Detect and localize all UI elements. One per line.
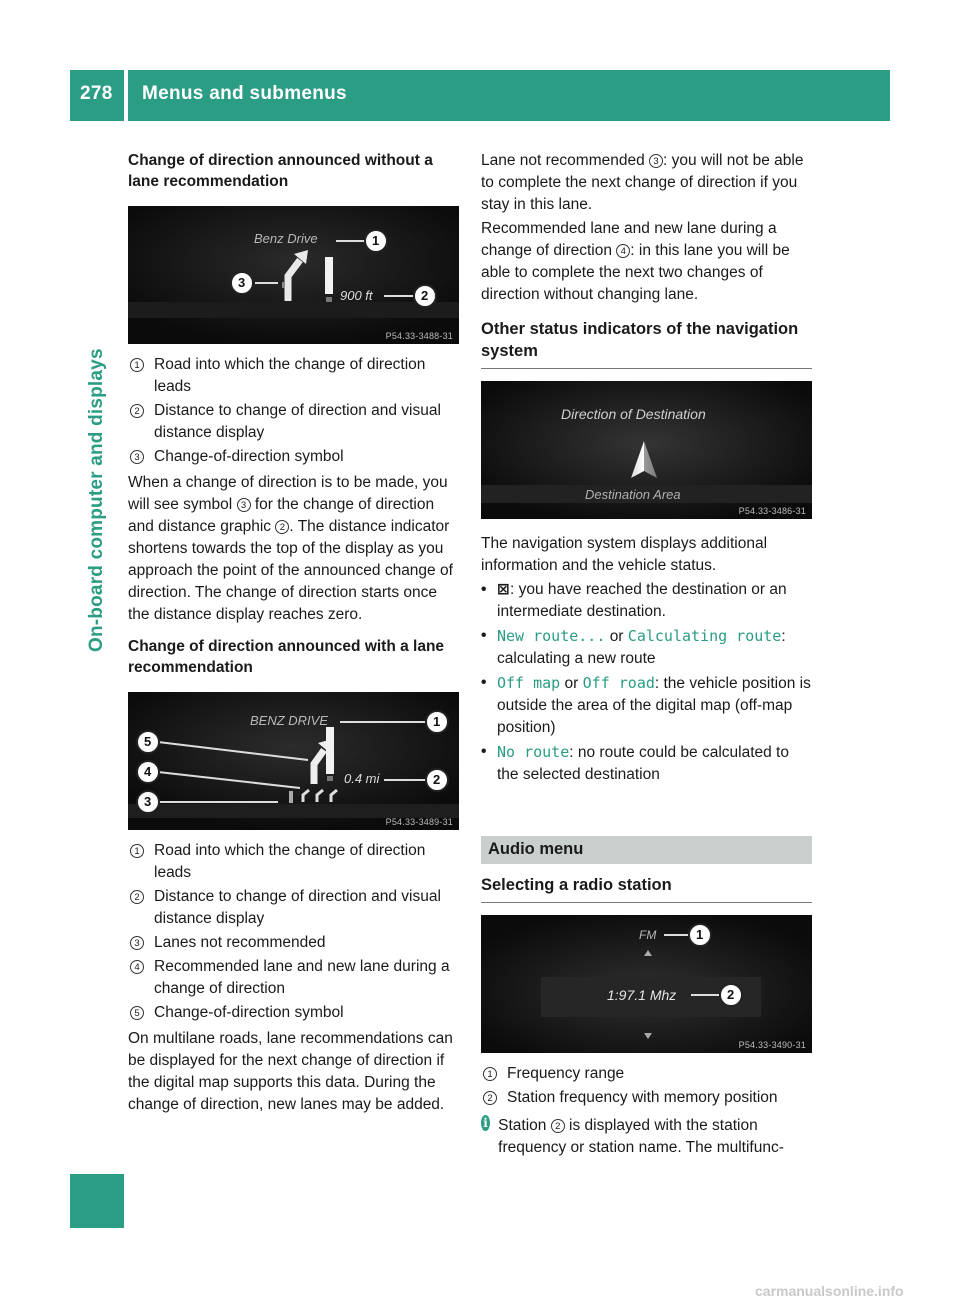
fig2-distance-label: 0.4 mi: [344, 771, 380, 786]
legend-item: [128, 932, 460, 954]
legend-text: Frequency range: [507, 1065, 625, 1082]
legend-number: 3: [130, 450, 144, 464]
legend-text: Recommended lane and new lane during a change of direction: [154, 958, 450, 997]
section-heading-without-lane: Change of direction announced without a lane recommendation: [128, 152, 433, 190]
display-message: Off road: [582, 674, 655, 692]
fig1-road-label: Benz Drive: [254, 231, 318, 246]
legend-text: Station frequency with memory position: [507, 1089, 778, 1106]
list-item: • Off map or Off road: the vehicle position is outside the area of the digital map (off-map position): [481, 674, 811, 736]
audio-menu-band: Audio menu: [481, 836, 812, 864]
legend-number: 2: [130, 404, 144, 418]
text: . The distance indicator shortens towards the top of the display as you approach the point of the announced change of direction. The change of direction starts once the distance display reaches zero.: [128, 518, 453, 623]
paragraph-navigation-status: The navigation system displays additional information and the vehicle status.: [481, 535, 768, 574]
fig4-callout-1: 1: [696, 927, 704, 942]
list-item: • No route: no route could be calculated to the selected destination: [481, 743, 789, 783]
fig4-band-label: FM: [639, 928, 657, 942]
text: : calculating a new route: [497, 628, 786, 667]
legend-number: 1: [483, 1067, 497, 1081]
fig1-callout-2: 2: [421, 288, 429, 303]
sidebar-label: [86, 348, 107, 653]
paragraph-lane-not-recommended: [481, 150, 812, 216]
legend-number: 2: [483, 1091, 497, 1105]
legend-text: Lanes not recommended: [154, 934, 326, 951]
text: : you will not be able to complete the next change of direction if you stay in this lane.: [481, 152, 804, 213]
figure-radio: [481, 915, 812, 1053]
legend-item: [128, 400, 460, 444]
ref-number: 3: [649, 154, 663, 168]
display-message: New route...: [497, 627, 606, 645]
legend-number: 3: [130, 936, 144, 950]
text: When a change of direction is to be made, you will see symbol: [128, 474, 448, 513]
sidebar-marker: [70, 1174, 124, 1228]
direction-display-graphic: [128, 206, 459, 344]
legend-text: Distance to change of direction and visual distance display: [154, 888, 441, 927]
text: Recommended lane and new lane during a change of direction: [481, 220, 777, 259]
fig4-callout-2: 2: [727, 987, 735, 1002]
text: Station: [498, 1117, 547, 1134]
legend-item: [128, 446, 460, 468]
paragraph-multilane: On multilane roads, lane recommendations can be displayed for the next change of direction if the digital map supports this data. During the change of direction, new lanes may be added.: [128, 1030, 453, 1113]
section-heading-with-lane: Change of direction announced with a lane recommendation: [128, 638, 445, 676]
text: or: [564, 675, 579, 692]
text: : the vehicle position is outside the area of the digital map (off-map position): [497, 675, 811, 736]
fig2-code: P54.33-3489-31: [385, 817, 453, 827]
list-item: • ⊠: you have reached the destination or an intermediate destination.: [481, 581, 787, 620]
figure-destination: [481, 381, 812, 519]
text: is displayed with the station frequency or station name. The multifunc-: [498, 1117, 784, 1156]
text: Lane not recommended: [481, 152, 645, 169]
section-heading-radio: Selecting a radio station: [481, 874, 812, 903]
ref-number: 2: [551, 1119, 565, 1133]
paragraph-recommended-lane: [481, 218, 812, 306]
page-number: 278: [80, 83, 113, 104]
text: for the change of direction and distance graphic: [128, 496, 435, 535]
sidebar-label-text: On-board computer and displays: [86, 348, 107, 652]
legend-item: [481, 1063, 812, 1085]
text: : you have reached the destination or an intermediate destination.: [497, 581, 787, 620]
page-number-tab: [70, 70, 124, 121]
header-bar: [128, 70, 890, 121]
fig2-callout-4: 4: [144, 764, 152, 779]
right-column: [481, 150, 812, 1159]
fig4-frequency-label: 1:97.1 Mhz: [607, 987, 677, 1003]
left-column: [128, 150, 460, 1116]
fig3-code: P54.33-3486-31: [738, 506, 806, 516]
legend-1: [128, 354, 460, 468]
fig2-callout-1: 1: [433, 714, 441, 729]
fig1-callout-1: 1: [372, 233, 380, 248]
paragraph-direction-symbol: [128, 472, 460, 626]
ref-number: 2: [275, 520, 289, 534]
display-message: Calculating route: [627, 627, 782, 645]
chapter-title: Menus and submenus: [142, 83, 347, 104]
display-message: Off map: [497, 674, 561, 692]
legend-item: [128, 956, 460, 1000]
watermark: carmanualsonline.info: [755, 1283, 904, 1299]
fig4-code: P54.33-3490-31: [738, 1040, 806, 1050]
info-icon: i: [481, 1115, 490, 1131]
text: : no route could be calculated to the selected destination: [497, 744, 789, 783]
fig1-callout-3: 3: [238, 275, 246, 290]
info-note: [481, 1115, 812, 1159]
legend-number: 4: [130, 960, 144, 974]
figure-direction-no-lane: [128, 206, 459, 344]
list-item: • New route... or Calculating route: calculating a new route: [481, 627, 786, 667]
legend-item: [481, 1087, 812, 1109]
legend-item: [128, 840, 460, 884]
legend-text: Road into which the change of direction leads: [154, 842, 426, 881]
fig3-top-label: Direction of Destination: [561, 406, 706, 422]
fig2-callout-5: 5: [144, 734, 152, 749]
text: : in this lane you will be able to complete the next two changes of direction without changing lane.: [481, 242, 790, 303]
destination-flag-icon: ⊠: [497, 581, 510, 598]
ref-number: 3: [237, 498, 251, 512]
display-message: No route: [497, 743, 570, 761]
fig2-callout-2: 2: [433, 772, 441, 787]
section-heading-status-indicators: Other status indicators of the navigation system: [481, 318, 812, 369]
figure-direction-with-lane: [128, 692, 459, 830]
legend-number: 2: [130, 890, 144, 904]
legend-number: 1: [130, 844, 144, 858]
legend-text: Change-of-direction symbol: [154, 448, 344, 465]
legend-text: Change-of-direction symbol: [154, 1004, 344, 1021]
fig1-code: P54.33-3488-31: [385, 331, 453, 341]
ref-number: 4: [616, 244, 630, 258]
legend-text: Distance to change of direction and visual distance display: [154, 402, 441, 441]
fig3-bottom-label: Destination Area: [585, 487, 681, 502]
legend-item: [128, 886, 460, 930]
legend-text: Road into which the change of direction leads: [154, 356, 426, 395]
legend-4: [481, 1063, 812, 1109]
fig1-distance-label: 900 ft: [340, 288, 373, 303]
legend-number: 5: [130, 1006, 144, 1020]
text: or: [609, 628, 624, 645]
status-list: [481, 579, 812, 786]
legend-number: 1: [130, 358, 144, 372]
legend-2: [128, 840, 460, 1024]
legend-item: [128, 354, 460, 398]
fig2-road-label: BENZ DRIVE: [250, 713, 329, 728]
fig2-callout-3: 3: [144, 794, 152, 809]
legend-item: [128, 1002, 460, 1024]
